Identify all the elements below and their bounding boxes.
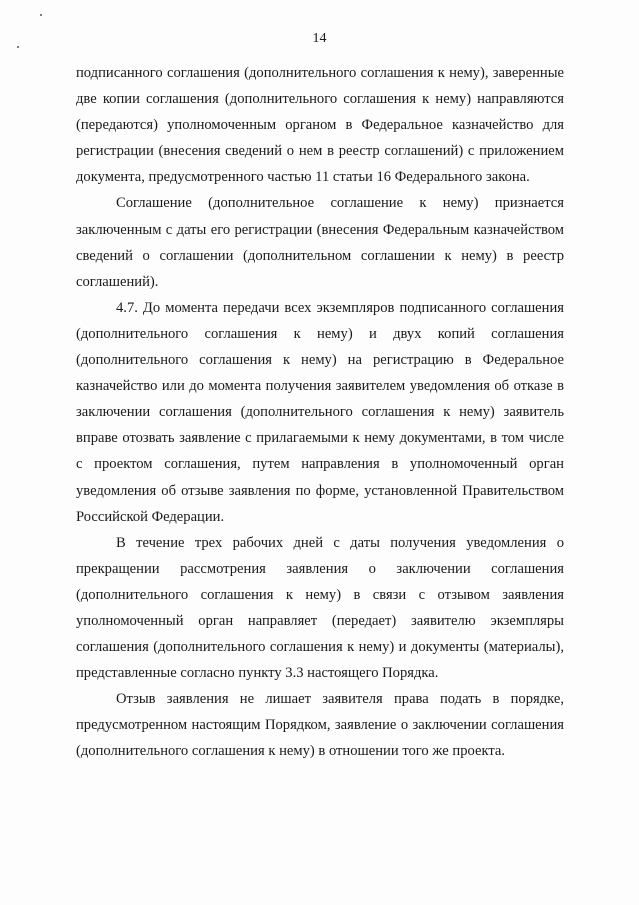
scan-speck (40, 14, 42, 16)
page-number: 14 (312, 31, 327, 46)
document-body (76, 60, 564, 765)
paragraph: В течение трех рабочих дней с даты получения уведомления о прекращении рассмотрения заявления о заключении соглашения (дополнительного соглашения к нему) в связи с отзывом заявления уполномоченный орган направляет (передает) заявителю экземпляры соглашения (дополнительного соглашения к нему) и документы (материалы), представленные согласно пункту 3.3 настоящего Порядка. (76, 534, 564, 682)
paragraph: Отзыв заявления не лишает заявителя права подать в порядке, предусмотренном настоящим Порядком, заявление о заключении соглашения (дополнительного соглашения к нему) в отношении того же проекта. (76, 691, 564, 760)
paragraph: подписанного соглашения (дополнительного соглашения к нему), заверенные две копии соглашения (дополнительного соглашения к нему) направляются (передаются) уполномоченным органом в Федеральное казначейство для регистрации (внесения сведений о нем в реестр соглашений) с приложением документа, предусмотренного частью 11 статьи 16 Федерального закона. (76, 65, 564, 186)
paragraph: 4.7. До момента передачи всех экземпляров подписанного соглашения (дополнительного соглашения к нему) и двух копий соглашения (дополнительного соглашения к нему) на регистрацию в Федеральное казначейство или до момента получения заявителем уведомления об отказе в заключении соглашения (дополнительного соглашения к нему) заявитель вправе отозвать заявление с прилагаемыми к нему документами, в том числе с проектом соглашения, путем направления в уполномоченный орган уведомления об отзыве заявления по форме, установленной Правительством Российской Федерации. (76, 299, 564, 525)
paragraph: Соглашение (дополнительное соглашение к нему) признается заключенным с даты его регистрации (внесения Федеральным казначейством сведений о соглашении (дополнительном соглашении к нему) в реестр соглашений). (76, 195, 564, 290)
